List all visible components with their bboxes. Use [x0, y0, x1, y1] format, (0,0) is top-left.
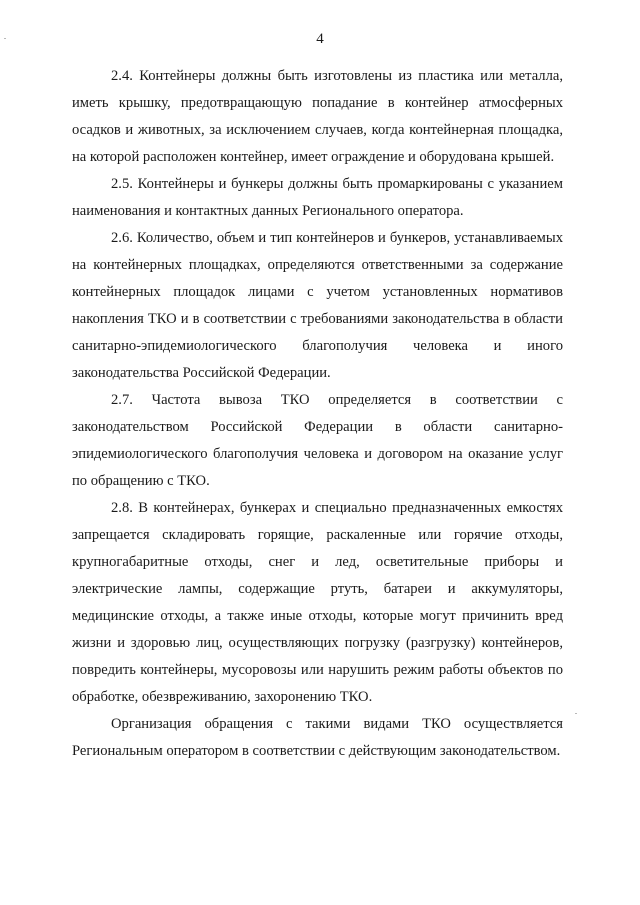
document-body: [72, 63, 563, 765]
paragraph-2-6: 2.6. Количество, объем и тип контейнеров и бункеров, устанавливаемых на контейнерных площадках, определяются ответственными за содержание контейнерных площадок лицами с учетом установленных нормативов накопления ТКО и в соответствии с требованиями законодательства в области санитарно-эпидемиологического благополучия человека и иного законодательства Российской Федерации.: [72, 230, 563, 381]
paragraph-2-5: 2.5. Контейнеры и бункеры должны быть промаркированы с указанием наименования и контактных данных Регионального оператора.: [72, 176, 563, 219]
scan-speck: [4, 38, 6, 39]
paragraph-2-8: 2.8. В контейнерах, бункерах и специально предназначенных емкостях запрещается складировать горящие, раскаленные или горячие отходы, крупногабаритные отходы, снег и лед, осветительные приборы и электрические лампы, содержащие ртуть, батареи и аккумуляторы, медицинские отходы, а также иные отходы, которые могут причинить вред жизни и здоровью лиц, осуществляющих погрузку (разгрузку) контейнеров, повредить контейнеры, мусоровозы или нарушить режим работы объектов по обработке, обезвреживанию, захоронению ТКО.: [72, 500, 563, 705]
paragraph-organization: Организация обращения с такими видами ТКО осуществляется Региональным оператором в соответствии с действующим законодательством.: [72, 716, 563, 759]
paragraph-2-4: 2.4. Контейнеры должны быть изготовлены из пластика или металла, иметь крышку, предотвращающую попадание в контейнер атмосферных осадков и животных, за исключением случаев, когда контейнерная площадка, на которой расположен контейнер, имеет ограждение и оборудована крышей.: [72, 68, 563, 165]
page-number: 4: [316, 31, 324, 47]
scan-speck: [575, 713, 577, 714]
paragraph-2-7: 2.7. Частота вывоза ТКО определяется в соответствии с законодательством Российской Федерации в области санитарно-эпидемиологического благополучия человека и договором на оказание услуг по обращению с ТКО.: [72, 392, 563, 489]
